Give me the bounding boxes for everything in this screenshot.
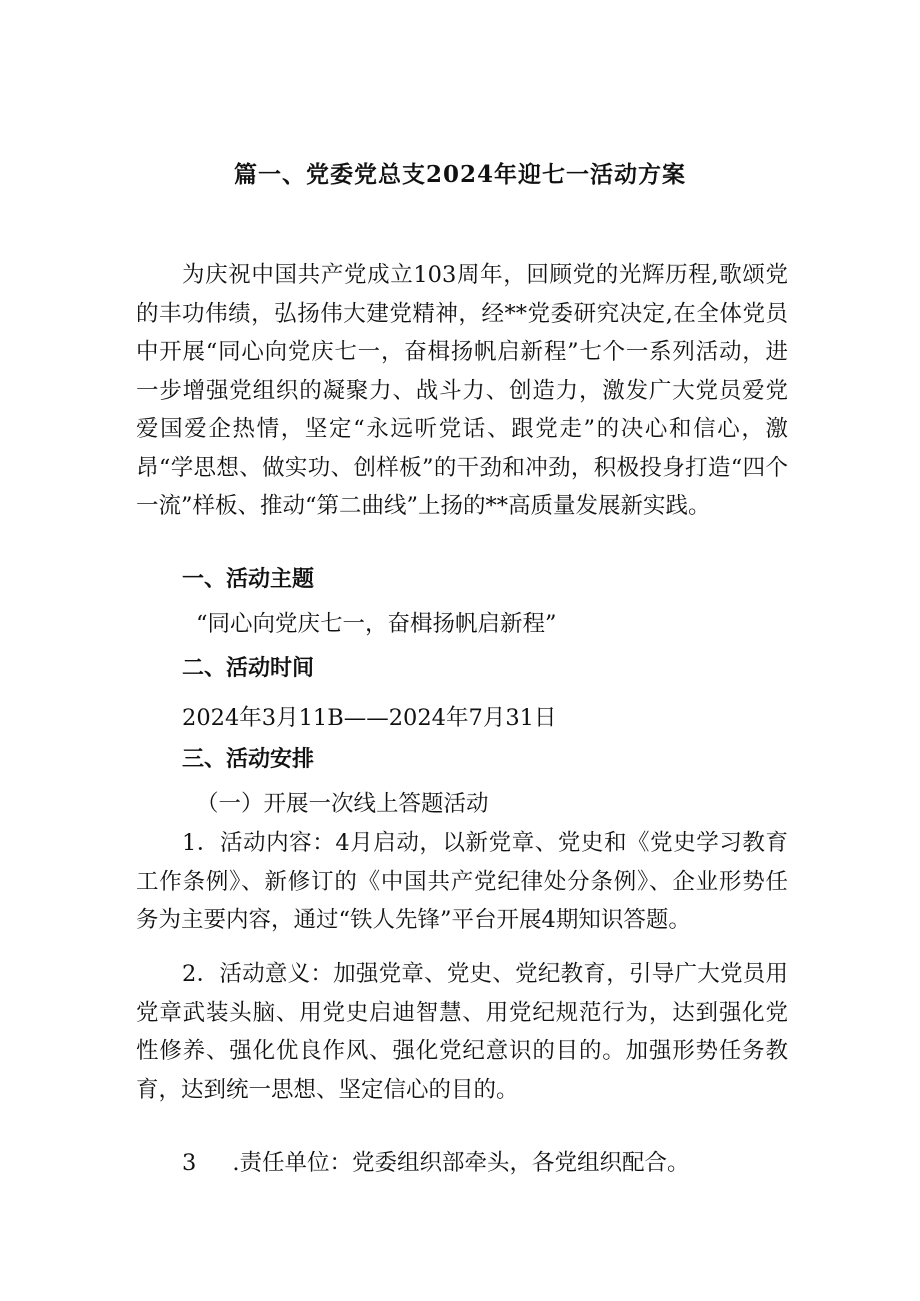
- item-text: .责任单位：党委组织部牵头，各党组织配合。: [232, 1150, 690, 1176]
- time-text: 2024年3月11B——2024年7月31日: [182, 705, 557, 731]
- theme-text: “同心向党庆七一，奋楫扬帆启新程”: [196, 611, 557, 637]
- item-responsible-unit: [182, 1145, 689, 1177]
- item-activity-significance: 2．活动意义：加强党章、党史、党纪教育，引导广大党员用党章武装头脑、用党史启迪智慧、用党纪规范行为，达到强化党性修养、强化优良作风、强化党纪意识的目的。加强形势任务教育，达到统一思想、坚定信心的目的。: [136, 961, 788, 1103]
- section-heading-time: 二、活动时间: [182, 655, 315, 681]
- section-heading-theme: 一、活动主题: [182, 566, 315, 592]
- subsection-heading: （一）开展一次线上答题活动: [196, 791, 489, 817]
- document-title: 篇一、党委党总支2024年迎七一活动方案: [233, 161, 686, 188]
- item-number: 3: [182, 1150, 197, 1176]
- item-activity-content: 1．活动内容：4月启动，以新党章、党史和《党史学习教育工作条例》、新修订的《中国共产党纪律处分条例》、企业形势任务为主要内容，通过“铁人先锋”平台开展4期知识答题。: [136, 830, 788, 933]
- intro-paragraph: 为庆祝中国共产党成立103周年，回顾党的光辉历程,歌颂党的丰功伟绩，弘扬伟大建党精神，经**党委研究决定,在全体党员中开展“同心向党庆七一，奋楫扬帆启新程”七个一系列活动，进一步增强党组织的凝聚力、战斗力、创造力，激发广大党员爱党爱国爱企热情，坚定“永远听党话、跟党走”的决心和信心，激昂“学思想、做实功、创样板”的干劲和冲劲，积极投身打造“四个一流”样板、推动“第二曲线”上扬的**高质量发展新实践。: [136, 262, 788, 519]
- section-heading-arrangement: 三、活动安排: [182, 746, 315, 772]
